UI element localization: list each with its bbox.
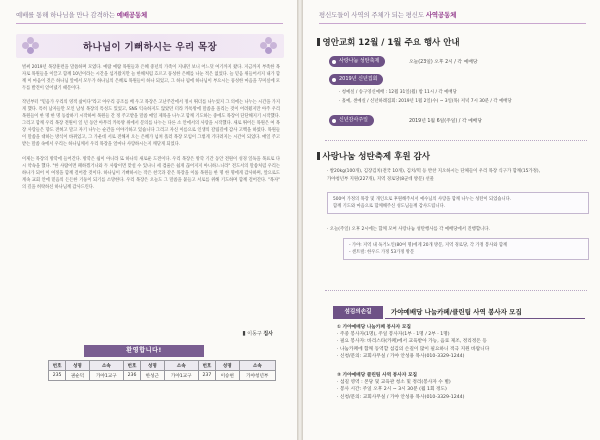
left-page-header <box>16 10 283 24</box>
header-divider <box>319 23 586 24</box>
right-header-lead: 평신도들이 사역의 주체가 되는 평신도 <box>319 11 426 19</box>
article-title: 하나님이 기뻐하시는 우리 목장 <box>82 42 218 53</box>
event-detail: 오늘(23일) 오후 2시 / 각 예배당 <box>409 60 478 65</box>
volunteer-heading: ① 가야예배당 나눔카페 봉사자 모집 <box>337 325 411 330</box>
column-header: 소속 <box>239 361 275 371</box>
thanks-line: · 쌀20kg(100개), 김장김치(전국 10개), 김치/떡 등 반찬 지오하시는 단체들이 우리 목장 식구가 함께(15가정), <box>327 169 541 174</box>
table-row <box>49 371 276 381</box>
events-section-title: 영안교회 12월 / 1월 주요 행사 안내 <box>317 36 460 48</box>
welcome-heading: 환영합니다! <box>84 345 204 357</box>
volunteer-line: · 신청/문의: 교회사무실 / 가야 안성용 목사(010-3329-1244) <box>337 353 465 359</box>
column-header: 번호 <box>198 361 215 371</box>
volunteer-group-clean <box>337 372 464 401</box>
column-header: 성명 <box>215 361 239 371</box>
column-header: 번호 <box>49 361 66 371</box>
event-detail-box <box>343 238 589 260</box>
table-header-row <box>49 361 276 371</box>
section-divider <box>325 290 587 291</box>
event-sub-line: · 흘예, 센예실 / 신년하례집회: 2019년 1월 2일(수) ~ 3일(목) 저녁 7시 30분 / 각 예배당 <box>339 99 512 104</box>
article-paragraph: 작년부터 "믿음가 우리의 영적 삶이다"라고 야우리 공조를 배 우고 목장은 고난주간에서 정시 뛰더를 나누었지 그 의에는 나누는 시간을 가지게 했다. 특히 남자들만 모인 남성 목장의 특성도 있었고, SNS 익숙하지도 않았던 터라 카톡방에 말씀을 올리는 것이 어려웠지만 아주 우리 목원들이 한 명 한 명 동참하기 시작하여 목원들 간 정 주고받을 말씀 매일 제목을 나누고 함께 기도하는 중에도 목장이 단단해지기 시작했다. 그리고 함께 우리 목장 전원이 일 년 동안 아무리 카톡방 위에서 문의를 나누는 다른 소 안에서의 사랑을 시작했다. 새로 뛰어든 목원은 여 목장 사랑들은 향도 전혀고 말고 자기 나누는 순간을 이야기하고 있습니다 그리고 자신 이름으로 인생의 갈림길에 감사 고백을 하였다. 목원들이 말씀을 대하는 방식이 바뀌었고, 그 가운데 서로 전해져 오는 은혜가 넘쳐 흘러 목장 모임이 그렇게 기다려지는 시간이 되었다. 매일 주고받는 말씀 속에서 우리는 하나님께서 우리 목장을 얼마나 사랑하시는지 깨닫게 되었다. <box>22 100 280 148</box>
table-cell: 가야1교구 <box>89 371 123 381</box>
volunteer-group-cafe <box>337 324 489 360</box>
note-line: - 가야: 지역 내 독거노인(80여 명)에게 20개 방문, 지역 경로당, 각 가정 봉사와 함께 <box>349 243 508 248</box>
left-header-name: 예배공동체 <box>116 11 148 19</box>
signer-role: 집사 <box>263 331 273 337</box>
volunteer-line: · 주중 봉사자(1명), 주일 봉사자(1부 · 1명 / 2부 · 1명) <box>337 332 450 338</box>
event-label-pill: 사랑나눔 성탄축제 <box>329 56 385 67</box>
volunteer-heading: ② 가야예배당 클린팀 사역 봉사자 모집 <box>337 373 418 378</box>
column-header: 소속 <box>89 361 123 371</box>
event-notice-line: · 오늘(주일) 오후 2시에는 함께 모여 사랑나눔 성탄행사를 각 예배당에서 진행합니다. <box>327 227 490 232</box>
note-line: - 센트럴: 한우드 가정 53가정 방문 <box>349 250 415 255</box>
right-header-name: 사역공동체 <box>425 11 457 19</box>
left-page <box>0 0 297 440</box>
right-page-header <box>319 10 586 24</box>
column-header: 성명 <box>141 361 165 371</box>
section-divider <box>325 140 587 141</box>
event-label-pill: 2019년 신년집회 <box>329 74 383 85</box>
welcome-table <box>48 360 276 381</box>
flower-ornament-icon <box>260 37 278 55</box>
left-header-lead: 예배를 통해 하나님을 만나 감격하는 <box>16 11 117 19</box>
table-cell: 235 <box>49 371 66 381</box>
article-paragraph: 이제는 목장의 방학에 들어간다. 방학은 쉽이 아니라 또 하나의 새로운 도전이다. 우리 목장은 방학 기간 동안 전원이 성경 일독을 목표로 다시 약속을 했다. "한 사람이면 패하겠거니와 두 사람이면 맞설 수 있나니 세 겹줄은 쉽게 끊어지지 아니하느니라" 전도서의 말씀처럼 우리는 하나가 되어 이 여정을 함께 걸어갈 것이다. 하나님이 기뻐하시는 작은 천국과 같은 목장을 이룰 목원들 한 명 한 명에게 감사하며, 앞으로도 계속 교회 안에 믿음의 든든한 기둥이 되기를 소망한다. 우리 목장은 오늘도 그 말씀을 붙들고 서로를 위해 기도하며 함께 걸어간다. "목자" 의 길을 허락하신 하나님께 감사드린다. <box>22 156 280 190</box>
article-paragraph: 벌써 2019년 목장훈련을 말씀하며 모였다. 예람 예람 목원들과 은혜 중년의 가족이 지내던 보니 어느덧 여기까지 왔다. 지금까지 부족한 목자로 목원들을 이끌고 함께 10년이라는 시간을 섬겨왔지만 늘 한해처럼 흐르고 풍성한 은혜를 나눈 적은 없었다. 늘 믿음 위들어서지 내가 함께 이 마음이 것은 하나님 앞에서 모두가 하나님의 은혜로 목원들이 하나 되었고, 그 하나 됨에 하나님이 부으시는 풍성한 마음을 꾸미실에 모두를 발견이 얻어냈기 때문이다. <box>22 65 280 92</box>
event-sub-line: · 청예실 / 송구영신예배 : 12월 31일(월) 밤 11시 / 각 예배당 <box>339 90 457 95</box>
title-banner <box>16 34 284 58</box>
table-cell: 237 <box>198 371 215 381</box>
service-tag: 섬김의손길 <box>333 306 383 319</box>
volunteer-line: · 필요 봉사자: 바리스타(카페)에서 교육받아 가능, 음료 제조, 정리정돈 등 <box>337 339 487 345</box>
column-header: 번호 <box>123 361 140 371</box>
header-divider <box>16 23 283 24</box>
volunteer-line: · 섬길 영역 : 본당 및 교육관 청소 및 정리(봉사자 수 별) <box>337 380 451 386</box>
table-cell: 이승현 <box>215 371 239 381</box>
article-body <box>22 64 280 198</box>
section-bar-icon <box>317 38 320 46</box>
volunteer-title: 가야예배당 나눔카페/클린팀 사역 봉사자 모집 <box>385 306 585 319</box>
note-line: 500여 가정의 목장 및 개인으로 후원해주셔서 예수님의 사랑을 함께 나누는 성탄이 되었습니다. <box>333 197 512 202</box>
thanks-section-title: 사랑나눔 성탄축제 후원 감사 <box>317 150 430 162</box>
volunteer-line: · 나눔카페에 함께 동역할 섬김의 손길이 많이 필요하니 적극 지원 바랍니다 <box>337 346 490 352</box>
table-cell: 한성근 <box>141 371 165 381</box>
thanks-line: 가야청년부 지원(227개), 지역 경로당(8군데 방문) 선물 <box>327 177 434 182</box>
article-signer: ▮ 이동구 집사 <box>242 330 273 337</box>
note-line: 함께 기도와 마음으로 함께해주신 성도님들께 감사드립니다. <box>333 204 445 209</box>
right-page <box>303 0 600 440</box>
event-label-pill: 신년감사주일 <box>329 115 374 126</box>
volunteer-line: · 신청/문의: 교회사무실 / 가야 안성용 목사(010-3329-1244) <box>337 394 465 400</box>
event-detail: 2019년 1월 6일(주일) / 각 예배당 <box>409 119 482 124</box>
column-header: 성명 <box>66 361 90 371</box>
table-cell: 권순덕 <box>66 371 90 381</box>
signer-name: 이동구 <box>247 331 264 337</box>
section-bar-icon <box>317 152 320 160</box>
volunteer-line: · 봉사 시간: 주일 오후 2시 ~ 3시 30분 (월 1회 정도) <box>337 387 447 393</box>
table-cell: 236 <box>123 371 140 381</box>
thanks-note-box <box>327 192 589 214</box>
column-header: 소속 <box>164 361 198 371</box>
table-cell: 가야1교구 <box>164 371 198 381</box>
table-cell: 가야청년부 <box>239 371 275 381</box>
